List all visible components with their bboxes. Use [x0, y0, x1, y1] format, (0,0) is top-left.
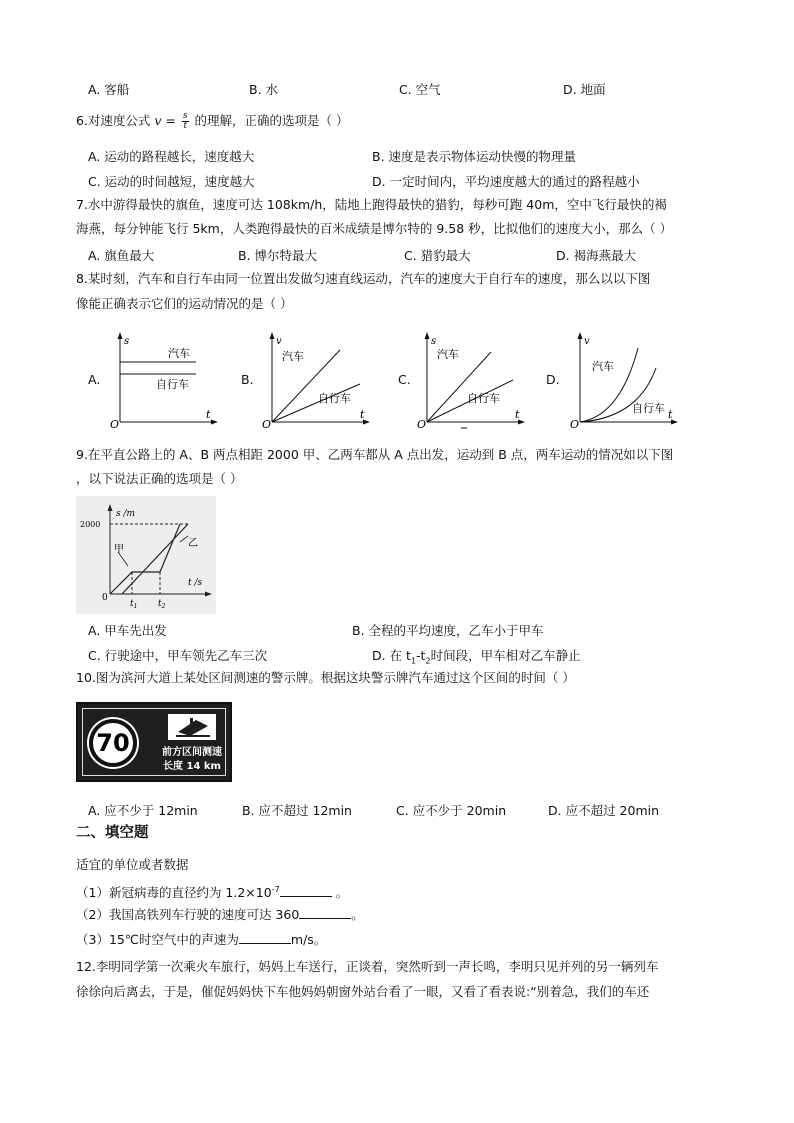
sign-text-line1: 前方区间测速: [162, 747, 222, 758]
q9-option-d: [372, 646, 581, 666]
q9-t1-t: t: [130, 599, 134, 609]
graph-b-bike-label: 自行车: [318, 392, 351, 405]
q12-stem-line2: 徐徐向后离去，于是，催促妈妈快下车他妈妈朝窗外站台看了一眼，又看了看表说:“别着急，我们的车还: [76, 984, 650, 999]
graph-d-bike-label: 自行车: [632, 402, 665, 415]
q8-graph-b: [260, 330, 370, 430]
q10-stem: 10.图为滨河大道上某处区间测速的警示牌。根据这块警示牌汽车通过这个区间的时间（ ）: [76, 670, 575, 685]
graph-c-origin: O: [417, 418, 427, 430]
q8-stem-line2: 像能正确表示它们的运动情况的是（ ）: [76, 296, 293, 311]
section-title: 二、填空题: [76, 825, 149, 841]
q5-option-c: C. 空气: [399, 82, 441, 97]
q9-yi-label: 乙: [188, 538, 198, 549]
q9-figure: [76, 496, 216, 614]
q9-t1-sub: 1: [133, 603, 138, 610]
graph-d-car-label: 汽车: [592, 360, 614, 373]
graph-a-y-axis: s: [124, 336, 130, 347]
graph-d-origin: O: [570, 418, 580, 430]
q6-option-b: B. 速度是表示物体运动快慢的物理量: [372, 149, 577, 164]
q5-option-b: B. 水: [249, 82, 279, 97]
q9-option-a: A. 甲车先出发: [88, 623, 167, 638]
q9-y-value: 2000: [80, 520, 101, 529]
q11-item3-pre: （3）15℃时空气中的声速为: [76, 932, 239, 947]
q9-option-d-pre: D. 在 t: [372, 648, 411, 663]
q9-y-axis: s /m: [116, 509, 136, 519]
q11-item1-exponent: -7: [271, 885, 280, 894]
q8-label-d: D.: [546, 372, 560, 387]
q10-option-a: A. 应不少于 12min: [88, 803, 198, 818]
q7-option-c: C. 猎豹最大: [404, 248, 471, 263]
q8-label-b: B.: [241, 372, 254, 387]
q9-origin: 0: [102, 593, 108, 603]
graph-c-y-axis: s: [431, 336, 437, 347]
q9-t2: [158, 599, 166, 610]
q6-stem-pre: 6.对速度公式: [76, 113, 151, 128]
graph-a-bike-label: 自行车: [156, 378, 189, 391]
q8-label-a: A.: [88, 372, 101, 387]
q9-x-axis: t /s: [188, 578, 203, 588]
q10-option-b: B. 应不超过 12min: [242, 803, 352, 818]
q11-item3: [76, 931, 326, 949]
graph-b-y-axis: v: [276, 336, 282, 347]
q5-option-a: A. 客船: [88, 82, 130, 97]
q9-option-d-sub1: 1: [410, 656, 417, 666]
formula-fraction: [182, 112, 189, 131]
q9-option-d-sub2: 2: [425, 656, 431, 666]
q8-graph-c: [415, 330, 525, 430]
q11-item2-pre: （2）我国高铁列车行驶的速度可达 360: [76, 907, 300, 922]
formula-den: t: [183, 121, 188, 131]
graph-c-x-axis: t: [515, 408, 520, 421]
q8-graph-d: [568, 330, 678, 430]
q9-jia-label: 甲: [114, 544, 124, 555]
q6-stem-post: 的理解，正确的选项是（ ）: [194, 113, 349, 128]
q9-t2-sub: 2: [161, 603, 166, 610]
q7-option-a: A. 旗鱼最大: [88, 248, 155, 263]
q7-option-b: B. 博尔特最大: [238, 248, 318, 263]
q11-item1-pre: （1）新冠病毒的直径约为 1.2×10: [76, 885, 272, 901]
q9-stem-line2: ，以下说法正确的选项是（ ）: [76, 471, 243, 486]
q11-item3-post: m/s。: [290, 932, 327, 947]
graph-d-y-axis: v: [584, 336, 590, 347]
q7-stem-line1: 7.水中游得最快的旗鱼，速度可达 108km/h，陆地上跑得最快的猎豹，每秒可跑 40m，空中飞行最快的褐: [76, 197, 667, 212]
graph-a-origin: O: [110, 418, 120, 430]
q9-option-c: C. 行驶途中，甲车领先乙车三次: [88, 648, 268, 663]
q9-option-b: B. 全程的平均速度，乙车小于甲车: [352, 623, 544, 638]
q11-intro: 适宜的单位或者数据: [76, 857, 189, 872]
formula-num: s: [182, 111, 188, 121]
graph-d-x-axis: t: [668, 408, 673, 421]
q8-stem-line1: 8.某时刻，汽车和自行车由同一位置出发做匀速直线运动，汽车的速度大于自行车的速度，那么以以下图: [76, 271, 651, 286]
q6-option-a: A. 运动的路程越长，速度越大: [88, 149, 255, 164]
q9-stem-line1: 9.在平直公路上的 A、B 两点相距 2000 甲、乙两车都从 A 点出发，运动到 B 点，两车运动的情况如以下图: [76, 447, 674, 462]
q9-option-d-post: 时间段，甲车相对乙车静止: [430, 648, 581, 663]
speed-limit-circle: 70: [89, 719, 137, 767]
graph-a-x-axis: t: [206, 408, 211, 421]
q10-option-d: D. 应不超过 20min: [548, 803, 660, 818]
camera-icon: [166, 712, 218, 742]
graph-a-car-label: 汽车: [168, 347, 190, 360]
q6-option-d: D. 一定时间内，平均速度越大的通过的路程越小: [372, 174, 640, 189]
q6-stem: [76, 112, 349, 131]
q6-option-c: C. 运动的时间越短，速度越大: [88, 174, 255, 189]
q11-item1-post: 。: [335, 885, 349, 901]
q9-option-d-mid: -t: [416, 648, 426, 663]
q5-option-d: D. 地面: [563, 82, 606, 97]
graph-b-x-axis: t: [360, 408, 365, 421]
sign-text-line2: 长度 14 km: [163, 761, 221, 772]
q9-t1: [130, 599, 137, 610]
q8-graph-a: [108, 330, 218, 430]
q11-item3-blank[interactable]: [239, 931, 291, 944]
q11-item2-post: 。: [351, 907, 364, 922]
graph-b-car-label: 汽车: [282, 350, 304, 363]
q8-label-c: C.: [398, 372, 411, 387]
q11-item1: [76, 881, 348, 902]
q11-item1-blank[interactable]: [280, 884, 332, 897]
formula-eq: =: [165, 113, 176, 128]
graph-c-car-label: 汽车: [437, 348, 459, 361]
q7-stem-line2: 海燕，每分钟能飞行 5km，人类跑得最快的百米成绩是博尔特的 9.58 秒，比拟他们的速度大小，那么（ ）: [76, 221, 673, 236]
formula-v: v: [154, 113, 162, 128]
q9-t2-t: t: [158, 599, 162, 609]
q11-item2-blank[interactable]: [299, 906, 351, 919]
q11-item2: [76, 906, 364, 924]
graph-c-bike-label: 自行车: [467, 392, 500, 405]
q10-option-c: C. 应不少于 20min: [396, 803, 507, 818]
q12-stem-line1: 12.李明同学第一次乘火车旅行，妈妈上车送行，正谈着，突然听到一声长鸣，李明只见并列的另一辆列车: [76, 959, 659, 974]
graph-b-origin: O: [262, 418, 272, 430]
speed-zone-sign: [76, 702, 232, 782]
q7-option-d: D. 褐海燕最大: [556, 248, 637, 263]
